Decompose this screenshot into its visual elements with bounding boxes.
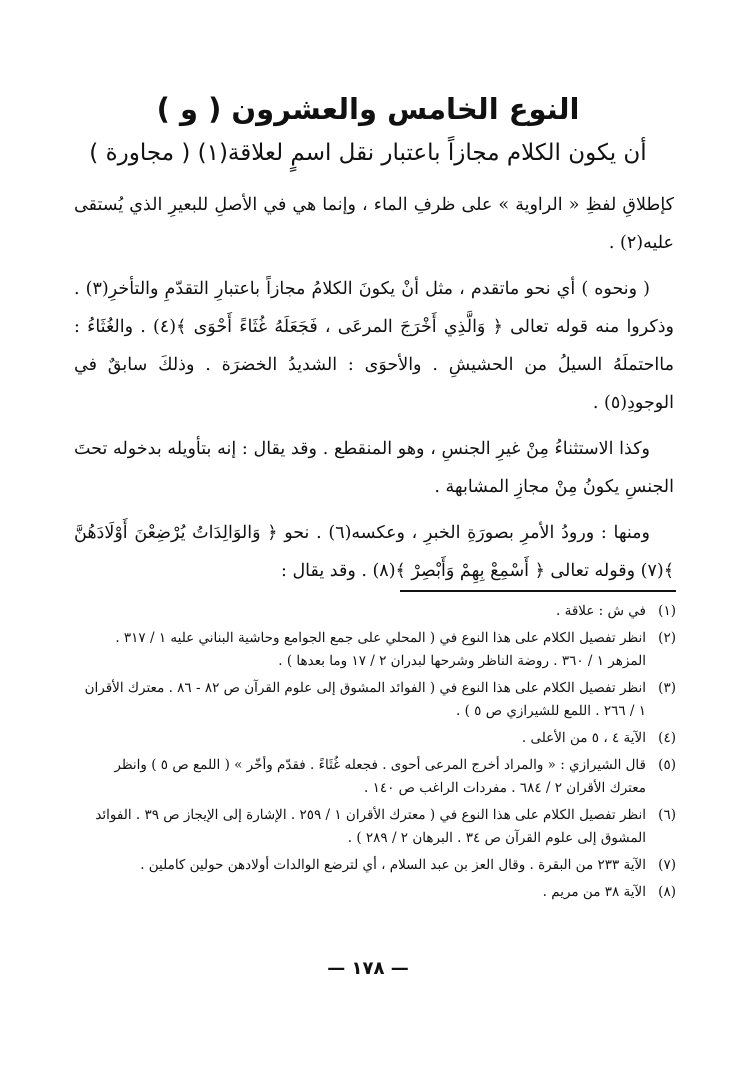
footnote-number: (٨) [658,884,676,900]
footnote-text: الآية ٤ ، ٥ من الأعلى . [521,730,646,746]
footnote-text: في ش : علاقة . [556,603,646,619]
footnote-number: (٢) [658,630,676,646]
paragraph: كإطلاقِ لفظِ « الراوية » على ظرفِ الماء ، وإنما هي في الأصلِ للبعيرِ الذي يُستقى عليه(٢) . [74,195,674,253]
footnote-number: (٦) [658,807,676,823]
footnote [78,727,676,750]
paragraph: ( ونحوه ) أي نحو ماتقدم ، مثل أنْ يكونَ الكلامُ مجازاً باعتبارِ التقدّمِ والتأخرِ(٣) . وذكروا منه قوله تعالى ﴿ وَالَّذِي أَخْرَجَ المرعَى ، فَجَعَلَهُ غُثَاءً أَحْوَى ﴾(٤) . والغُثَاءُ : مااحتملَهُ السيلُ من الحشيشِ . والأحوَى : الشديدُ الخضرَة . وذلكَ سابقٌ في الوجودِ(٥) . [74,279,674,413]
footnotes [78,600,676,908]
paragraph: ومنها : ورودُ الأمرِ بصورَةِ الخبرِ ، وعكسه(٦) . نحو ﴿ وَالوَالِدَاتُ يُرْضِعْنَ أَوْلَادَهُنَّ ﴾(٧) وقوله تعالى ﴿ أَسْمِعْ بِهِمْ وَأَبْصِرْ ﴾(٨) . وقد يقال : [74,523,674,581]
paragraph: وكذا الاستثناءُ مِنْ غيرِ الجنسِ ، وهو المنقطع . وقد يقال : إنه بتأويله بدخوله تحتَ الجنسِ يكونُ مِنْ مجازِ المشابهة . [74,439,674,497]
footnote-number: (٣) [658,680,676,696]
chapter-subtitle: أن يكون الكلام مجازاً باعتبار نقل اسمٍ لعلاقة(١) ( مجاورة ) [89,140,647,166]
footnote-number: (٤) [658,730,676,746]
footnote [78,754,676,800]
footnote [78,881,676,904]
footnote-text: انظر تفصيل الكلام على هذا النوع في ( المحلي على جمع الجوامع وحاشية البناني عليه ١ / ٣١٧ . المزهر ١ / ٣٦٠ . روضة الناظر وشرحها لبدران ٢ / ١٧ وما بعدها ) . [115,630,646,669]
footnote [78,627,676,673]
main-text [74,186,674,598]
footnote-text: انظر تفصيل الكلام على هذا النوع في ( معترك الأقران ١ / ٢٥٩ . الإشارة إلى الإيجاز ص ٣٩ . الفوائد المشوق إلى علوم القرآن ص ٣٤ . البرهان ٢ / ٢٨٩ ) . [95,807,646,846]
footnote [78,600,676,623]
footnote-number: (٥) [658,757,676,773]
footnote-number: (١) [658,603,676,619]
footnote [78,804,676,850]
page-number: — ١٧٨ — [327,958,409,979]
footnote-text: قال الشيرازي : « والمراد أخرج المرعى أحوى . فجعله غُثَاءً . فقدّم وأخّر » ( اللمع ص ٥ ) وانظر معترك الأقران ٢ / ٦٨٤ . مفردات الراغب ص ١٤٠ . [114,757,646,796]
footnote [78,677,676,723]
footnote-text: انظر تفصيل الكلام على هذا النوع في ( الفوائد المشوق إلى علوم القرآن ص ٨٢ - ٨٦ . معترك الأقران ١ / ٢٦٦ . اللمع للشيرازي ص ٥ ) . [84,680,646,719]
footnote [78,854,676,877]
footnote-divider [400,590,676,592]
footnote-number: (٧) [658,857,676,873]
chapter-title: ( و ) النوع الخامس والعشرون [156,92,580,126]
footnote-text: الآية ٢٣٣ من البقرة . وقال العز بن عبد السلام ، أي لترضع الوالدات أولادهن حولين كاملين . [140,857,646,873]
footnote-text: الآية ٣٨ من مريم . [542,884,646,900]
